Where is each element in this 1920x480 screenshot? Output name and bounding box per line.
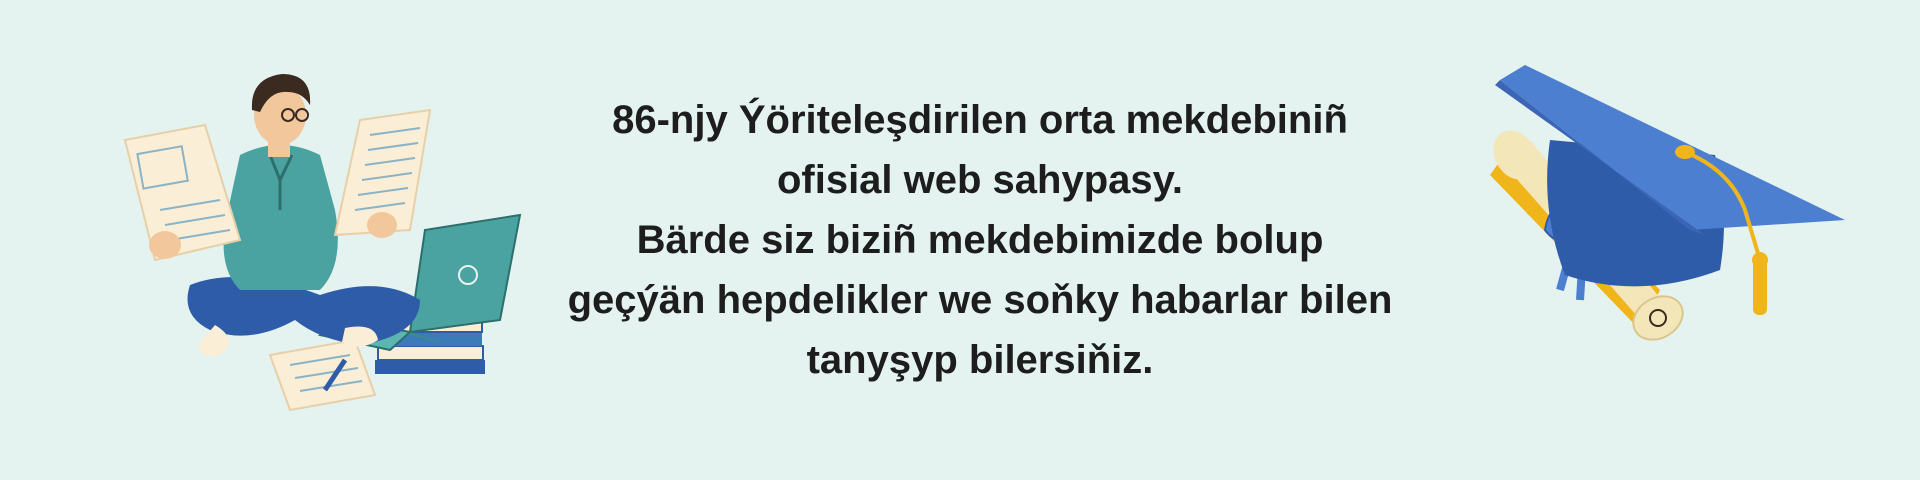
cap-icon xyxy=(1495,65,1845,315)
intro-line-2: ofisial web sahypasy. xyxy=(776,158,1184,202)
intro-line-3: Bärde siz biziñ mekdebimizde bolup xyxy=(636,218,1324,262)
intro-line-5: tanyşyp bilersiňiz. xyxy=(806,338,1154,382)
intro-line-4: geçýän hepdelikler we soňky habarlar bilen xyxy=(567,278,1393,322)
shirt-icon xyxy=(224,145,338,290)
student-reading-icon xyxy=(120,60,530,420)
intro-text xyxy=(540,90,1420,390)
left-paper-icon xyxy=(125,125,240,260)
right-hand-icon xyxy=(367,212,397,238)
left-hand-icon xyxy=(149,231,181,259)
floor-paper-icon xyxy=(270,340,375,410)
head-icon xyxy=(252,74,310,157)
graduation-cap-icon xyxy=(1480,60,1860,370)
intro-line-1: 86-njy Ýöriteleşdirilen orta mekdebiniñ xyxy=(612,98,1348,142)
